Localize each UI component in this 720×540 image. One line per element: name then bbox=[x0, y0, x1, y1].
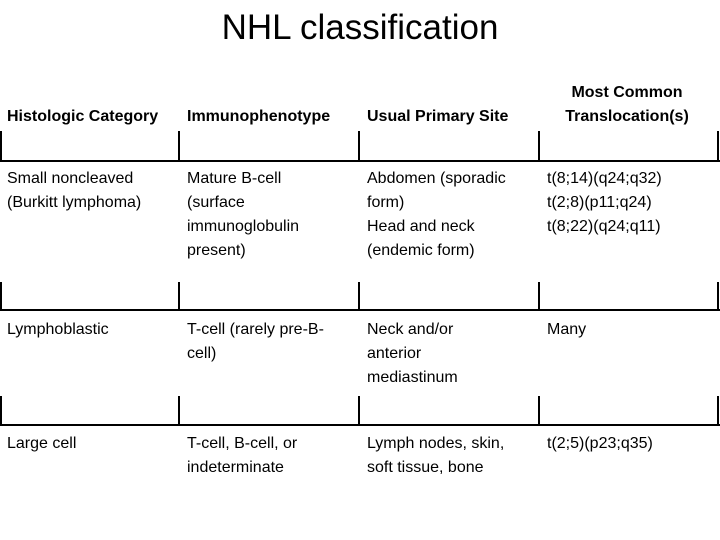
row2-primary-site: Neck and/or anterior mediastinum bbox=[367, 321, 458, 386]
row3-immunophenotype: T-cell, B-cell, or indeterminate bbox=[187, 435, 298, 476]
header-usual-primary-site: Usual Primary Site bbox=[367, 108, 509, 125]
page-title: NHL classification bbox=[221, 8, 499, 47]
column-tick bbox=[0, 282, 2, 310]
header-histologic-category: Histologic Category bbox=[7, 108, 159, 125]
column-tick bbox=[178, 396, 180, 425]
column-tick bbox=[358, 282, 360, 310]
column-tick bbox=[717, 396, 719, 425]
row2-histologic-category: Lymphoblastic bbox=[7, 321, 109, 338]
row3-histologic-category: Large cell bbox=[7, 435, 77, 452]
column-tick bbox=[178, 131, 180, 161]
row2-translocations: Many bbox=[547, 321, 587, 338]
row3-primary-site: Lymph nodes, skin, soft tissue, bone bbox=[367, 435, 505, 476]
column-tick bbox=[717, 282, 719, 310]
row3-translocations: t(2;5)(p23;q35) bbox=[547, 435, 653, 452]
header-immunophenotype: Immunophenotype bbox=[187, 108, 331, 125]
column-tick bbox=[358, 131, 360, 161]
column-tick bbox=[0, 396, 2, 425]
row2-immunophenotype: T-cell (rarely pre-B- cell) bbox=[187, 321, 324, 362]
column-tick bbox=[0, 131, 2, 161]
column-tick bbox=[178, 282, 180, 310]
column-tick bbox=[717, 131, 719, 161]
header-translocations: Most Common Translocation(s) bbox=[565, 84, 689, 125]
column-tick bbox=[538, 131, 540, 161]
column-tick bbox=[358, 396, 360, 425]
row-divider bbox=[0, 160, 720, 162]
row1-translocations: t(8;14)(q24;q32) t(2;8)(p11;q24) t(8;22)(q24;q11) bbox=[547, 170, 662, 235]
row1-immunophenotype: Mature B-cell (surface immunoglobulin present) bbox=[187, 170, 300, 259]
row-divider bbox=[0, 424, 720, 426]
row-divider bbox=[0, 309, 720, 311]
row1-primary-site: Abdomen (sporadic form) Head and neck (endemic form) bbox=[367, 170, 506, 259]
row1-histologic-category: Small noncleaved (Burkitt lymphoma) bbox=[7, 170, 142, 211]
column-tick bbox=[538, 396, 540, 425]
column-tick bbox=[538, 282, 540, 310]
